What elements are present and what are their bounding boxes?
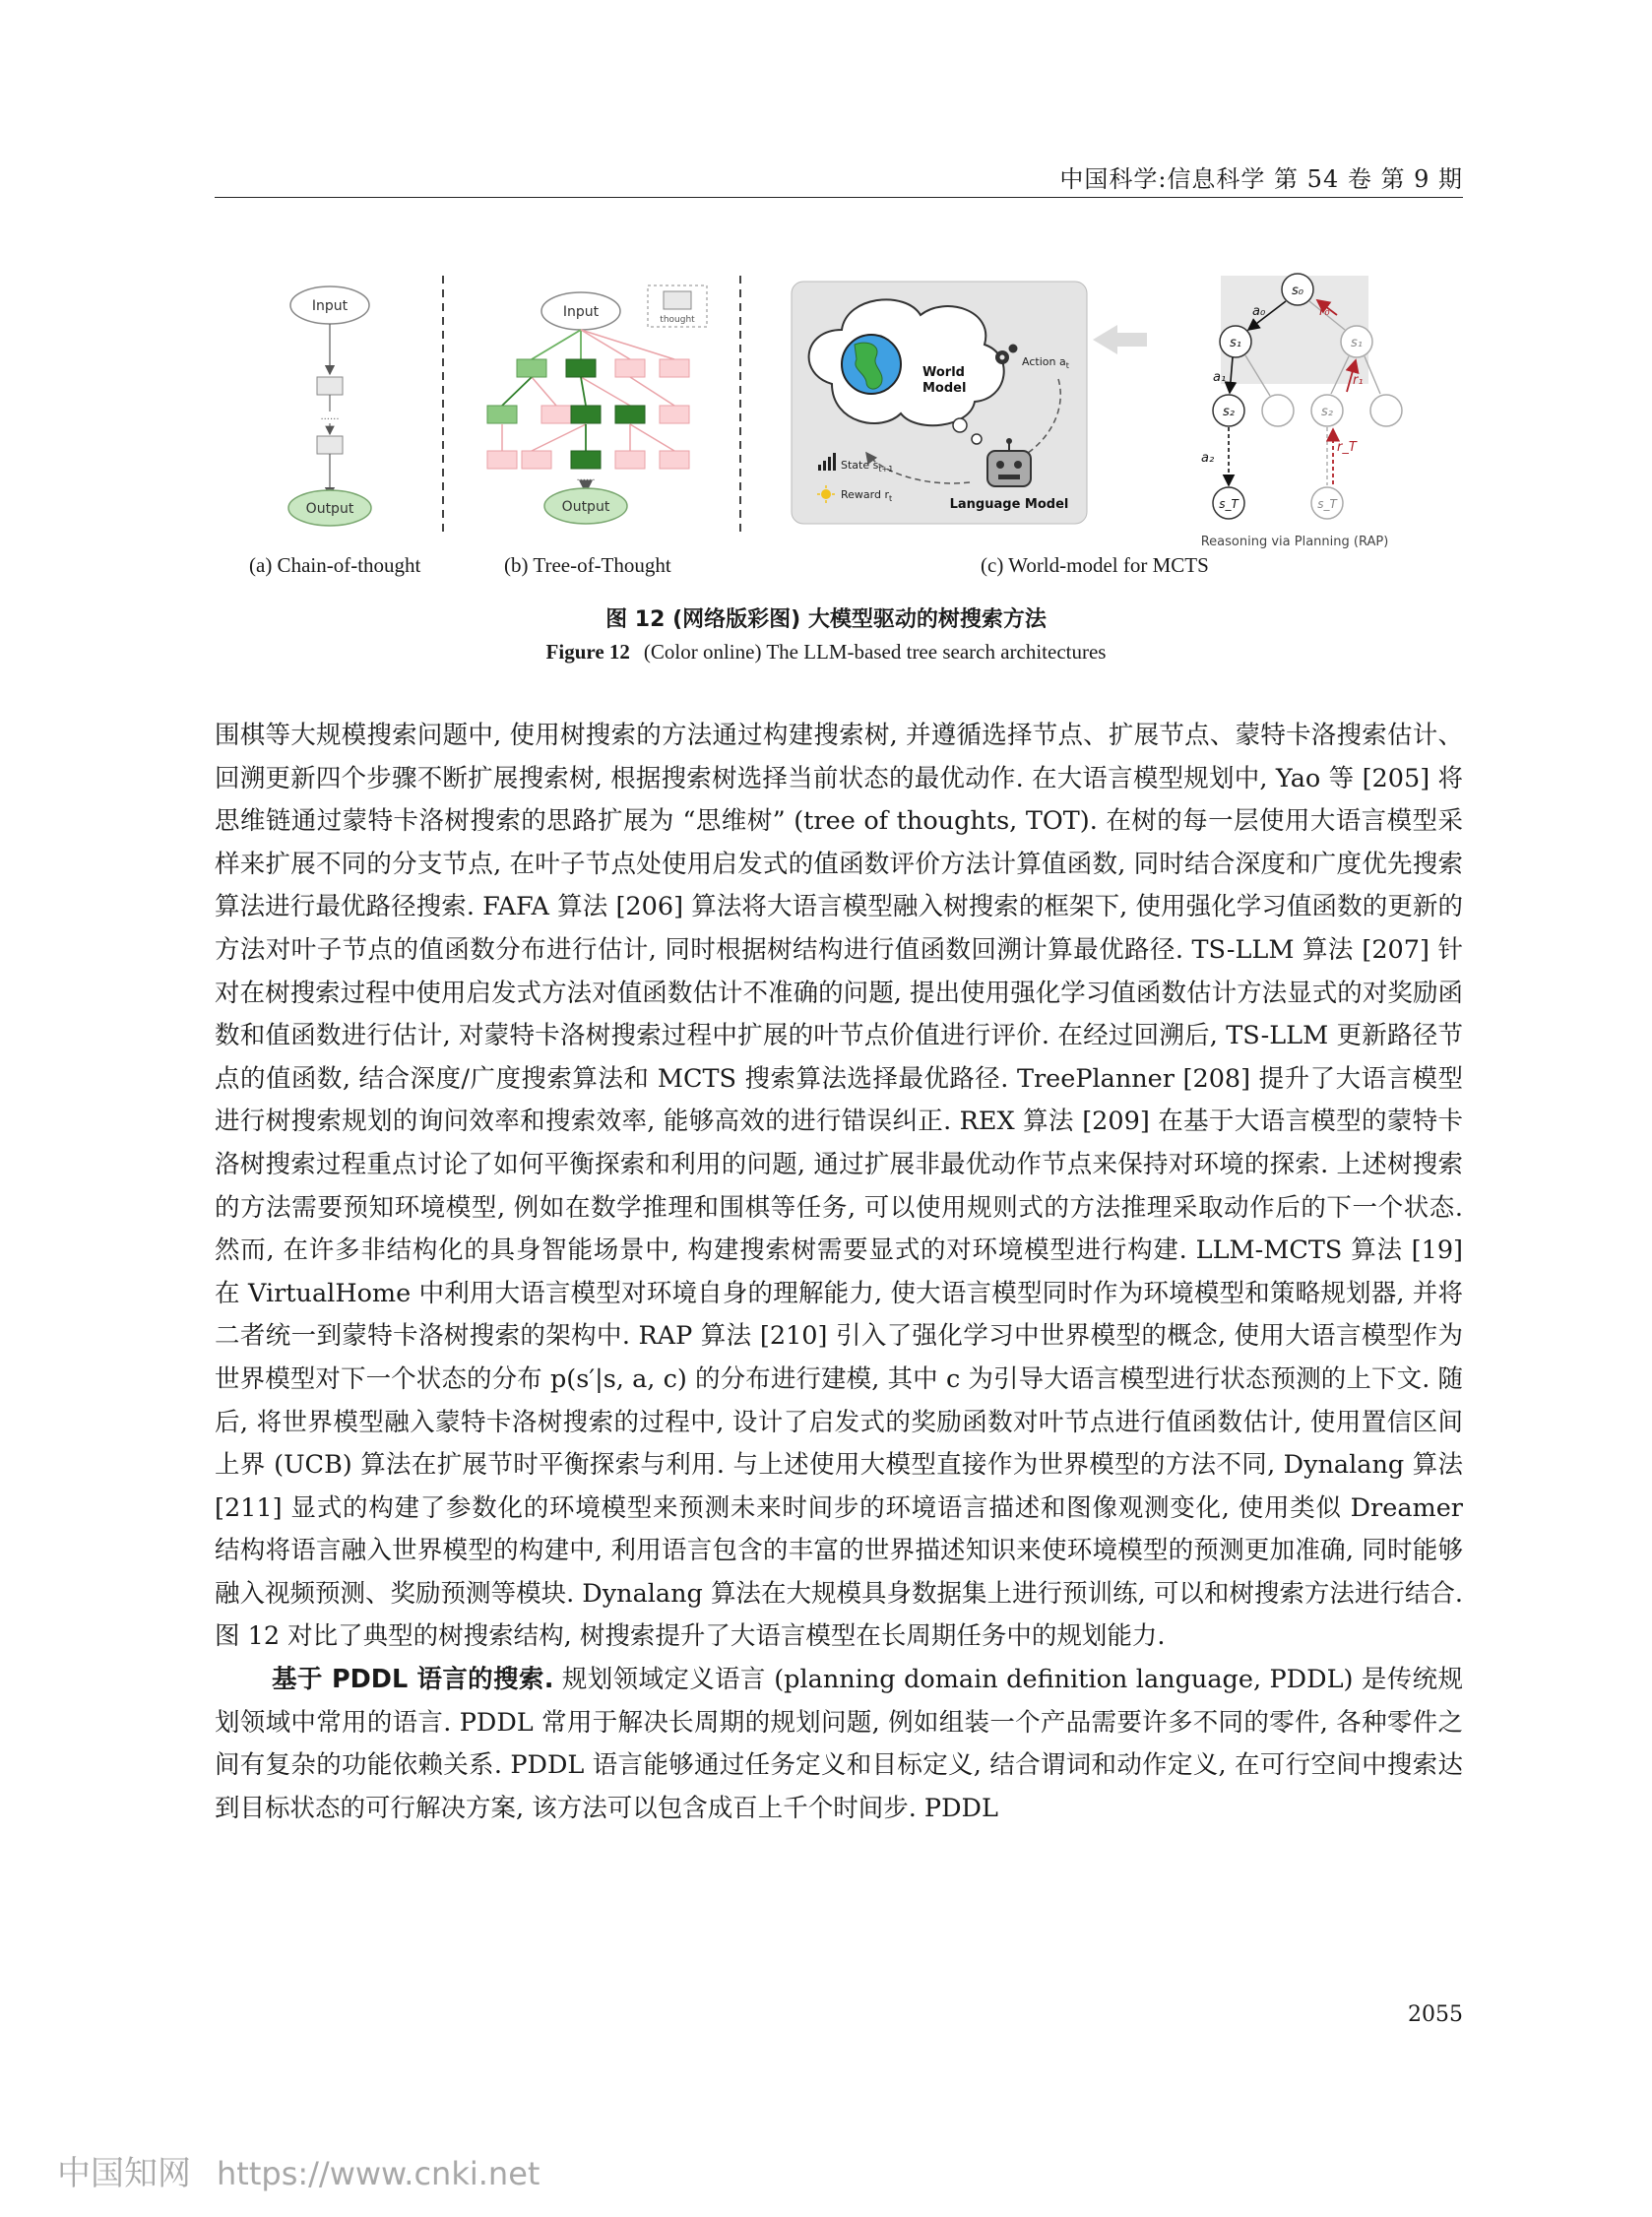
node-s1-alt-label: s₁ [1351, 336, 1363, 350]
edge-a2: a₂ [1201, 451, 1215, 466]
svg-text:Action at [1022, 355, 1069, 370]
cnki-watermark [57, 2146, 540, 2194]
cot-thought-2 [317, 436, 343, 454]
tot-node-l2-5 [660, 406, 689, 423]
edge-a0: a₀ [1252, 304, 1266, 319]
watermark-url: https://www.cnki.net [217, 2155, 540, 2192]
node-leaf-empty-1 [1262, 395, 1294, 426]
tot-node-l3-3 [571, 451, 601, 469]
tot-node-l3-5 [660, 451, 689, 469]
node-s0-label: s₀ [1292, 284, 1303, 298]
cot-thought-1 [317, 377, 343, 395]
world-model-label-2: Model [922, 381, 967, 396]
panel-c-label: (c) World-model for MCTS [981, 553, 1209, 577]
watermark-cn: 中国知网 [57, 2154, 191, 2193]
action-label: Action a [1022, 355, 1066, 368]
node-s2-label: s₂ [1223, 405, 1235, 419]
reward-label: Reward r [841, 488, 889, 501]
language-model-label: Language Model [949, 497, 1069, 512]
svg-text:Reward rt [841, 488, 892, 503]
node-leaf-empty-2 [1370, 395, 1402, 426]
journal-header: 中国科学:信息科学 第 54 卷 第 9 期 [1059, 165, 1463, 193]
tot-dots: ...... [576, 473, 596, 483]
tot-node-l2-2 [541, 406, 571, 423]
paragraph-2 [215, 1659, 1463, 1830]
node-s2-alt-label: s₂ [1321, 405, 1333, 419]
state-label: State s [841, 459, 879, 472]
tot-node-l1-4 [660, 359, 689, 377]
figure-caption-cn: 图 12 (网络版彩图) 大模型驱动的树搜索方法 [605, 607, 1047, 632]
paragraph-2-text: 规划领域定义语言 (planning domain definition language, PDDL) 是传统规划领域中常用的语言. PDDL 常用于解决长周期的规划问题, 例如组装一个产品需要许多不同的零件, 各种零件之间有复杂的功能依赖关系. PDDL 语言能够通过任务定义和目标定义, 结合谓词和动作定义, 在可行空间中搜索达到目标状态的可行解决方案, 该方法可以包含成百上千个时间步. PDDL [215, 1665, 1463, 1823]
panel-b-tree-of-thought [487, 285, 707, 524]
tot-thought-legend-label: thought [660, 315, 695, 325]
flow-arrow [1093, 325, 1147, 354]
world-model-label-1: World [922, 365, 965, 380]
panel-b-label: (b) Tree-of-Thought [504, 553, 671, 577]
edge-rT: r_T [1337, 440, 1357, 455]
state-subscript: t+1 [878, 465, 894, 474]
figure-12-diagram [236, 246, 1437, 551]
paragraph-1: 围棋等大规模搜索问题中, 使用树搜索的方法通过构建搜索树, 并遵循选择节点、扩展节点、蒙特卡洛搜索估计、回溯更新四个步骤不断扩展搜索树, 根据搜索树选择当前状态的最优动作. 在大语言模型规划中, Yao 等 [205] 将思维链通过蒙特卡洛树搜索的思路扩展为 “思维树” (tree of thoughts, TOT). 在树的每一层使用大语言模型采样来扩展不同的分支节点, 在叶子节点处使用启发式的值函数评价方法计算值函数, 同时结合深度和广度优先搜索算法进行最优路径搜索. FAFA 算法 [206] 算法将大语言模型融入树搜索的框架下, 使用强化学习值函数的更新的方法对叶子节点的值函数分布进行估计, 同时根据树结构进行值函数回溯计算最优路径. TS-LLM 算法 [207] 针对在树搜索过程中使用启发式方法对值函数估计不准确的问题, 提出使用强化学习值函数估计方法显式的对奖励函数和值函数进行估计, 对蒙特卡洛树搜索过程中扩展的叶节点价值进行评价. 在经过回溯后, TS-LLM 更新路径节点的值函数, 结合深度/广度搜索算法和 MCTS 搜索算法选择最优路径. TreePlanner [208] 提升了大语言模型进行树搜索规划的询问效率和搜索效率, 能够高效的进行错误纠正. REX 算法 [209] 在基于大语言模型的蒙特卡洛树搜索过程重点讨论了如何平衡探索和利用的问题, 通过扩展非最优动作节点来保持对环境的探索. 上述树搜索的方法需要预知环境模型, 例如在数学推理和围棋等任务, 可以使用规则式的方法推理采取动作后的下一个状态. 然而, 在许多非结构化的具身智能场景中, 构建搜索树需要显式的对环境模型进行构建. LLM-MCTS 算法 [19] 在 VirtualHome 中利用大语言模型对环境自身的理解能力, 使大语言模型同时作为环境模型和策略规划器, 并将二者统一到蒙特卡洛树搜索的架构中. RAP 算法 [210] 引入了强化学习中世界模型的概念, 使用大语言模型作为世界模型对下一个状态的分布 p(s′|s, a, c) 的分布进行建模, 其中 c 为引导大语言模型进行状态预测的上下文. 随后, 将世界模型融入蒙特卡洛树搜索的过程中, 设计了启发式的奖励函数对叶节点进行值函数估计, 使用置信区间上界 (UCB) 算法在扩展节时平衡探索与利用. 与上述使用大模型直接作为世界模型的方法不同, Dynalang 算法 [211] 显式的构建了参数化的环境模型来预测未来时间步的环境语言描述和图像观测变化, 使用类似 Dreamer 结构将语言融入世界模型的构建中, 利用语言包含的丰富的世界描述知识来使环境模型的预测更加准确, 同时能够融入视频预测、奖励预测等模块. Dynalang 算法在大规模具身数据集上进行预训练, 可以和树搜索方法进行结合. 图 12 对比了典型的树搜索结构, 树搜索提升了大语言模型在长周期任务中的规划能力. [215, 721, 1463, 1652]
node-sT-label: s_T [1219, 497, 1239, 511]
rap-label: Reasoning via Planning (RAP) [1200, 535, 1389, 549]
reward-subscript: t [888, 494, 893, 503]
tot-node-l2-4 [615, 406, 645, 423]
tot-node-l2-3 [571, 406, 601, 423]
tot-node-l1-1 [517, 359, 546, 377]
edge-r0: r₀ [1319, 304, 1330, 319]
tot-node-l3-4 [615, 451, 645, 469]
tot-output-label: Output [561, 499, 610, 515]
panel-a-label: (a) Chain-of-thought [249, 553, 421, 577]
cot-dots: ...... [320, 412, 340, 422]
running-header [215, 158, 1463, 198]
tot-node-l1-3 [615, 359, 645, 377]
node-s1-label: s₁ [1230, 336, 1241, 350]
tot-node-l3-2 [522, 451, 551, 469]
panel-c-world-model [792, 274, 1402, 549]
edge-r1: r₁ [1353, 373, 1364, 388]
cot-input-label: Input [311, 298, 349, 314]
node-sT-alt-label: s_T [1317, 497, 1337, 511]
page-number: 2055 [1408, 2002, 1463, 2027]
figure-caption-en-text: (Color online) The LLM-based tree search architectures [643, 640, 1107, 664]
edge-a1: a₁ [1213, 370, 1227, 385]
figure-caption-en [0, 640, 1652, 665]
tot-input-label: Input [562, 304, 600, 320]
paragraph-2-keyword: 基于 PDDL 语言的搜索. [272, 1665, 554, 1695]
cot-output-label: Output [305, 501, 354, 517]
panel-a-chain-of-thought [288, 286, 371, 526]
figure-12 [236, 246, 1437, 581]
action-subscript: t [1065, 361, 1069, 370]
tot-node-l2-1 [487, 406, 517, 423]
tot-node-l1-2 [566, 359, 596, 377]
tot-thought-legend [664, 291, 691, 309]
tot-node-l3-1 [487, 451, 517, 469]
body-text [215, 715, 1463, 1830]
figure-caption-en-label: Figure 12 [545, 640, 630, 664]
